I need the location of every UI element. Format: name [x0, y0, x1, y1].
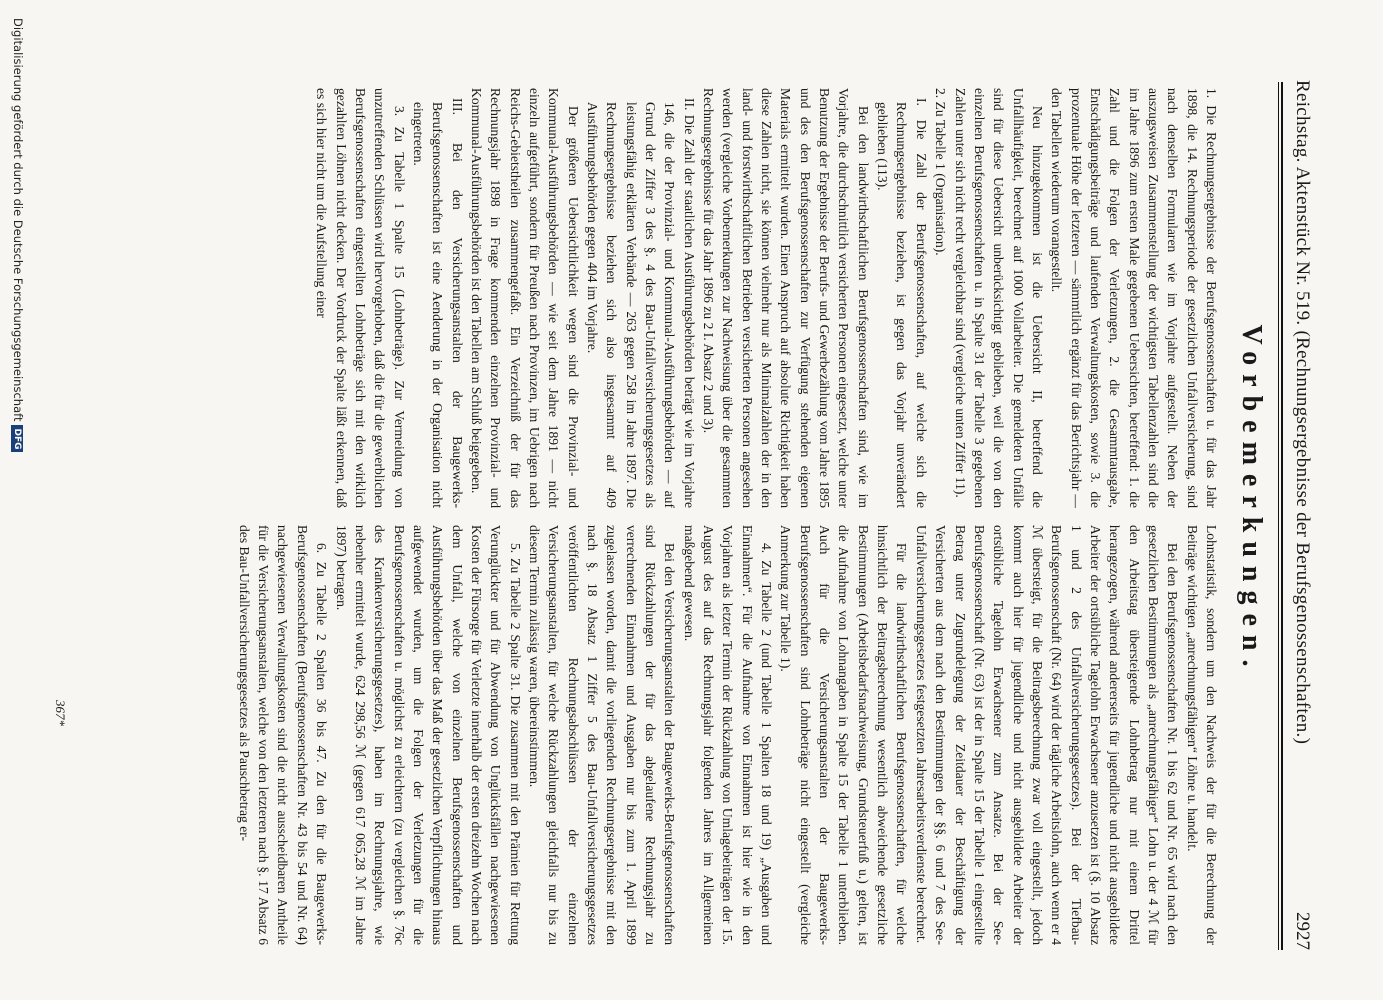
- digitization-credit: [11, 18, 25, 452]
- paragraph: 5. Zu Tabelle 2 Spalte 31. Die zusammen mit den Prämien für Rettung Verunglückter und für Abwendung von Unglücksfällen nachgewiesenen Kosten der Fürsorge für Verletzte innerhalb der ersten dreizehn Wochen nach dem Unfall, welche von einzelnen Berufsgenossenschaften und Ausführungsbehörden über das Maß der gesetzlichen Verpflichtungen hinaus aufgewendet wurden, um die Folgen der Verletzungen für die Berufsgenossenschaften u. möglichst zu erleichtern (zu vergleichen §. 76c des Krankenversicherungsgesetzes), haben im Rechnungsjahre, wie nebenher ermittelt wurde, 624 298,56 ℳ (gegen 617 065,28 ℳ im Jahre 1897) betragen.: [333, 525, 523, 945]
- right-column: [234, 525, 1221, 945]
- paragraph: Für die landwirthschaftlichen Berufsgenossenschaften, für welche hinsichtlich der Beitragsberechnung wesentlich abweichende gesetzliche Bestimmungen (Arbeitsbedarfsnachweisung, Grundsteuerfuß u.) gelten, ist die Aufnahme von Lohnangaben in Spalte 15 der Tabelle 1 unterblieben. Auch für die Versicherungsanstalten der Baugewerks-Berufsgenossenschaften sind Lohnbeträge nicht eingestellt (vergleiche Anmerkung zur Tabelle 1).: [778, 525, 910, 945]
- dfg-logo: DFG: [12, 425, 24, 452]
- header-rule: [1281, 82, 1283, 950]
- paragraph: 2. Zu Tabelle 1 (Organisation).: [933, 88, 949, 256]
- paragraph: 4. Zu Tabelle 2 (und Tabelle 1 Spalten 18 und 19) „Ausgaben und Einnahmen“. Für die Aufnahme von Einnahmen ist hier wie in den Vorjahren als letzter Termin der Rückzahlung von Umlagebeiträgen der 15. August des auf das Rechnungsjahr folgenden Jahres im Allgemeinen maßgebend gewesen.: [681, 525, 775, 945]
- paragraph: Der größeren Uebersichtlichkeit wegen sind die Provinzial- und Kommunal-Ausführungsbehörden — wie seit dem Jahre 1891 — nicht einzeln aufgeführt, sondern für Preußen nach Provinzen, im Uebrigen nach Reichs-Gebietstheilen zusammengefaßt. Ein Verzeichniß der für das Rechnungsjahr 1898 in Frage kommenden einzelnen Provinzial- und Kommunal-Ausführungsbehörden ist den Tabellen am Schluß beigegeben.: [468, 88, 581, 508]
- paragraph: II. Die Zahl der staatlichen Ausführungsbehörden beträgt wie im Vorjahre 146, die der Provinzial- und Kommunal-Ausführungsbehörden — auf Grund der Ziffer 3 des §. 4 des Bau-Unfallversicherungsgesetzes als leistungsfähig erklärten Verbände — 263 gegen 258 im Jahre 1897. Die Rechnungsergebnisse beziehen sich also insgesammt auf 409 Ausführungsbehörden gegen 404 im Vorjahre.: [585, 98, 697, 508]
- paragraph: I. Die Zahl der Berufsgenossenschaften, auf welche sich die Rechnungsergebnisse beziehen, ist gegen das Vorjahr unverändert geblieben (113).: [875, 98, 929, 508]
- credit-text: Digitalisierung gefördert durch die Deutsche Forschungsgemeinschaft: [11, 18, 25, 422]
- paragraph: Bei den Versicherungsanstalten der Baugewerks-Berufsgenossenschaften sind Rückzahlungen der für das abgelaufene Rechnungsjahr zu verrechnenden Einnahmen und Ausgaben nur bis zum 1. April 1899 zugelassen worden, damit die vorliegenden Rechnungsergebnisse mit den nach §. 18 Absatz 1 Ziffer 5 des Bau-Unfallversicherungsgesetzes veröffentlichten Rechnungsabschlüssen der einzelnen Versicherungsanstalten, für welche Rückzahlungen gleichfalls nur bis zu diesem Termin zulässig waren, übereinstimmen.: [526, 525, 678, 945]
- running-header: [1285, 80, 1321, 950]
- section-title: Vorbemerkungen.: [1236, 324, 1267, 676]
- paragraph: 3. Zu Tabelle 1 Spalte 15 (Lohnbeträge). Zur Vermeidung von unzutreffenden Schlüssen wird hervorgehoben, daß die für die gewerblichen Berufsgenossenschaften eingestellten Lohnbeträge sich mit den wirklich gezahlten Löhnen nicht decken. Der Vordruck der Spalte läßt erkennen, daß es sich hier nicht um die Aufstellung einer: [314, 88, 407, 508]
- left-column: [312, 88, 1221, 508]
- paragraph: III. Bei den Versicherungsanstalten der Baugewerks-Berufsgenossenschaften ist eine Aenderung in der Organisation nicht eingetreten.: [410, 98, 465, 508]
- paragraph: 1. Die Rechnungsergebnisse der Berufsgenossenschaften u. für das Jahr 1898, die 14. Rechnungsperiode der gesetzlichen Unfallversicherung, sind nach denselben Formularen wie im Vorjahre aufgestellt. Neben der auszugsweisen Zusammenstellung der wichtigsten Tabellenzahlen sind die im Jahre 1896 zum ersten Male gegebenen Uebersichten, betreffend: 1. die Zahl und die Folgen der Verletzungen, 2. die Gesammtausgabe, Entschädigungsbeiträge und laufenden Verwaltungskosten, sowie 3. die prozentuale Höhe der letzteren — sämmtlich ergänzt für das Berichtsjahr — den Tabellen wiederum vorangestellt.: [1049, 88, 1219, 508]
- header-page-number: 2927: [1292, 912, 1313, 950]
- header-title: Reichstag. Aktenstück Nr. 519. (Rechnungsergebnisse der Berufsgenossenschaften.): [1292, 80, 1313, 745]
- page-marker: 367*: [53, 700, 68, 726]
- paragraph: 6. Zu Tabelle 2 Spalten 36 bis 47. Zu den für die Baugewerks-Berufsgenossenschaften (Berufsgenossenschaften Nr. 43 bis 54 und Nr. 64) nachgewiesenen Verwaltungskosten sind die nicht ausscheidbaren Antheile für die Versicherungsanstalten, welche von den letzteren nach §. 17 Absatz 6 des Bau-Unfallversicherungsgesetzes als Pauschbetrag er-: [236, 525, 330, 945]
- paragraph: Bei den Berufsgenossenschaften Nr. 1 bis 62 und Nr. 65 wird nach den gesetzlichen Bestimmungen als „anrechnungsfähiger“ Lohn u. der 4 ℳ für den Arbeitstag übersteigende Lohnbetrag nur mit einem Drittel herangezogen, während andererseits für jugendliche und nicht ausgebildete Arbeiter der ortsübliche Tagelohn Erwachsener anzusetzen ist (§. 10 Absatz 1 und 2 des Unfallversicherungsgesetzes). Bei der Tiefbau-Berufsgenossenschaft (Nr. 64) wird der tägliche Arbeitslohn, auch wenn er 4 ℳ übersteigt, für die Beitragsberechnung zwar voll eingestellt, jedoch kommt auch hier für jugendliche und nicht ausgebildete Arbeiter der ortsübliche Tagelohn Erwachsener zum Ansatze. Bei der See-Berufsgenossenschaft (Nr. 63) ist der in Spalte 15 der Tabelle 1 eingestellte Betrag unter Zugrundelegung der Zeitdauer der Beschäftigung der Versicherten aus dem nach den Bestimmungen der §§. 6 und 7 des See-Unfallversicherungsgesetzes festgesetzten Jahresarbeitsverdienste berechnet.: [913, 525, 1181, 945]
- paragraph: Bei den landwirthschaftlichen Berufsgenossenschaften sind, wie im Vorjahre, die durchschnittlich versicherten Personen eingesetzt, welche unter Benutzung der Ergebnisse der Berufs- und Gewerbezählung vom Jahre 1895 und des den Berufsgenossenschaften zur Verfügung stehenden eigenen Materials ermittelt wurden. Einen Anspruch auf absolute Richtigkeit haben diese Zahlen nicht, sie können vielmehr nur als Minimalzahlen der in den land- und forstwirthschaftlichen Betrieben versicherten Personen angesehen werden (vergleiche Vorbemerkungen zur Nachweisung über die gesammten Rechnungsergebnisse für das Jahr 1896 zu 2 I. Absatz 2 und 3).: [701, 88, 871, 508]
- paragraph: Neu hinzugekommen ist die Uebersicht II, betreffend die Unfallhäufigkeit, berechnet auf 1000 Vollarbeiter. Die gemeldeten Unfälle sind für diese Uebersicht unberücksichtigt geblieben, weil die von den einzelnen Berufsgenossenschaften u. in Spalte 31 der Tabelle 3 gegebenen Zahlen unter sich nicht recht vergleichbar sind (vergleiche unten Ziffer 11).: [952, 88, 1045, 508]
- paragraph: Lohnstatistik, sondern um den Nachweis der für die Berechnung der Beiträge wichtigen „anrechnungsfähigen“ Löhne u. handelt.: [1184, 525, 1219, 945]
- header-rule-thin: [1278, 82, 1279, 950]
